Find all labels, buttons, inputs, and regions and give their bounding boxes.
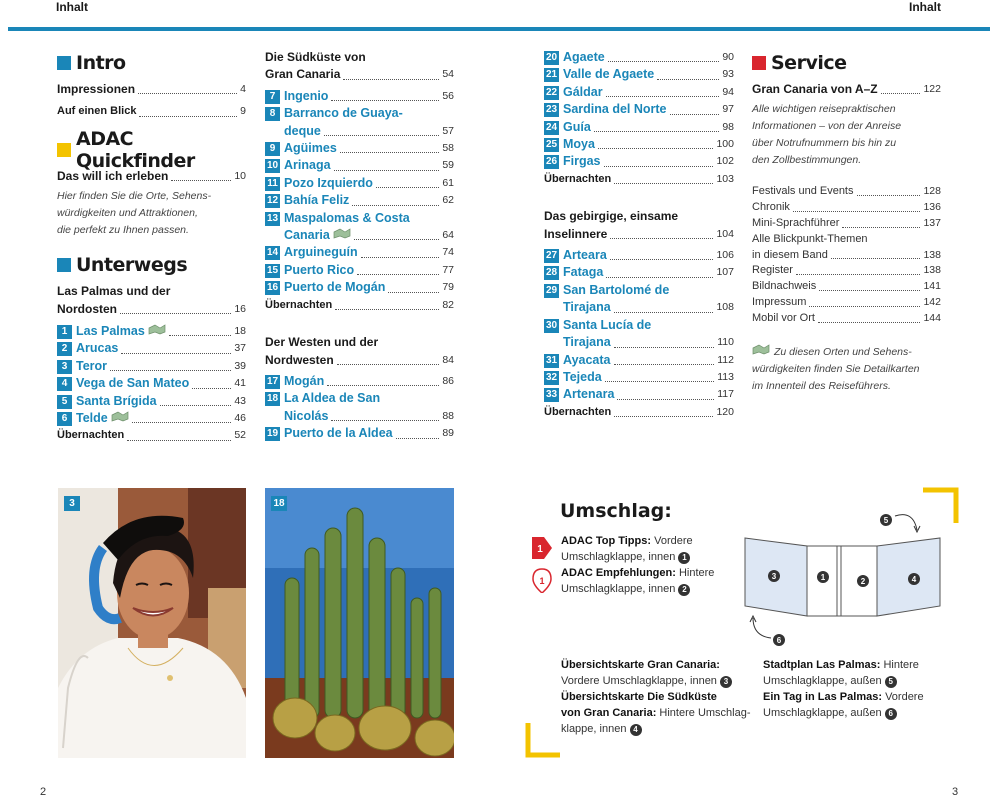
cover-number-icon: 5 bbox=[885, 676, 897, 688]
service-description: Alle wichtigen reisepraktischen Informationen – von der Anreise über Notrufnummern bis hin zu den Zollbestimmungen. bbox=[752, 103, 902, 167]
yellow-square-icon bbox=[57, 143, 71, 157]
place-entry[interactable]: 1 Las Palmas 18 bbox=[57, 323, 246, 340]
toc-entry[interactable]: Chronik 136 bbox=[752, 201, 941, 214]
photo-cactus bbox=[265, 488, 454, 758]
toc-entry[interactable]: Gran Canaria 54 bbox=[265, 67, 454, 82]
region-heading: Der Westen und der bbox=[265, 335, 379, 350]
place-entry[interactable]: 30 Santa Lucía de bbox=[545, 317, 652, 332]
place-entry[interactable]: 10 Arinaga 59 bbox=[266, 158, 454, 173]
cover-diagram-number: 1 bbox=[820, 573, 826, 582]
place-entry-cont[interactable]: Canaria 64 bbox=[284, 228, 454, 243]
place-entry[interactable]: 32 Tejeda 113 bbox=[545, 369, 734, 384]
cover-number-icon: 1 bbox=[678, 552, 690, 564]
place-entry[interactable]: 31 Ayacata 112 bbox=[545, 352, 734, 367]
toc-column-1 bbox=[57, 51, 246, 445]
umschlag-title: Umschlag: bbox=[560, 500, 672, 522]
place-entry[interactable]: 12 Bahía Feliz 62 bbox=[266, 193, 454, 208]
toc-entry[interactable]: Übernachten 120 bbox=[544, 405, 734, 418]
photo-number-badge: 18 bbox=[271, 496, 287, 511]
place-entry[interactable]: 6 Telde 46 bbox=[57, 410, 246, 427]
intro-heading: Intro bbox=[57, 51, 246, 75]
cover-diagram-number: 6 bbox=[776, 636, 782, 645]
place-entry[interactable]: 33 Artenara 117 bbox=[545, 387, 734, 402]
place-entry[interactable]: 7 Ingenio 56 bbox=[265, 88, 454, 105]
toc-entry[interactable]: Alle Blickpunkt-Themen bbox=[752, 232, 868, 245]
service-heading: Service bbox=[752, 51, 941, 75]
place-entry[interactable]: 23 Sardina del Norte 97 bbox=[545, 102, 734, 117]
cover-number-icon: 4 bbox=[630, 724, 642, 736]
top-tipp-badges bbox=[530, 533, 556, 593]
place-entry[interactable]: 22 Gáldar 94 bbox=[545, 84, 734, 99]
place-entry[interactable]: 5 Santa Brígida 43 bbox=[57, 393, 246, 410]
cover-diagram-number: 5 bbox=[883, 516, 889, 525]
detail-map-icon bbox=[148, 324, 166, 335]
cover-diagram-number: 4 bbox=[911, 575, 917, 584]
place-entry[interactable]: 26 Firgas 102 bbox=[545, 154, 734, 169]
place-entry[interactable]: 27 Arteara 106 bbox=[545, 248, 734, 263]
cover-diagram bbox=[735, 486, 965, 651]
place-entry[interactable]: 3 Teror 39 bbox=[57, 358, 246, 375]
toc-entry[interactable]: Nordwesten 84 bbox=[265, 352, 454, 367]
region-heading: Las Palmas und der bbox=[57, 284, 171, 299]
page-number-left: 2 bbox=[40, 786, 47, 798]
place-entry[interactable]: 29 San Bartolomé de bbox=[545, 282, 670, 297]
place-entry[interactable]: 14 Arguineguín 74 bbox=[266, 245, 454, 260]
yellow-corner-mark bbox=[923, 490, 956, 523]
cover-diagram-number: 3 bbox=[771, 572, 777, 581]
toc-entry[interactable]: Gran Canaria von A–Z 122 bbox=[752, 82, 941, 96]
toc-entry[interactable]: Bildnachweis 141 bbox=[752, 280, 941, 293]
toc-entry[interactable]: Mobil vor Ort 144 bbox=[752, 311, 941, 324]
blue-square-icon bbox=[57, 56, 71, 70]
place-entry[interactable]: 2 Arucas 37 bbox=[57, 340, 246, 357]
detail-map-icon bbox=[111, 411, 129, 422]
toc-entry[interactable]: Register 138 bbox=[752, 264, 941, 277]
place-entry-cont[interactable]: Nicolás 88 bbox=[284, 408, 454, 423]
place-entry-cont[interactable]: Tirajana 108 bbox=[563, 300, 734, 315]
map-note: Zu diesen Orten und Sehens- würdigkeiten finden Sie Detailkarten im Innenteil des Reiseführers. bbox=[752, 345, 920, 392]
place-entry[interactable]: 24 Guía 98 bbox=[545, 119, 734, 134]
header-right: Inhalt bbox=[909, 0, 941, 14]
top-tipps-text: ADAC Top Tipps: Vordere Umschlagklappe, innen 1 ADAC Empfehlungen: Hintere Umschlagklappe, innen 2 bbox=[561, 535, 715, 595]
toc-entry[interactable]: Übernachten 82 bbox=[265, 298, 454, 311]
place-entry[interactable]: 15 Puerto Rico 77 bbox=[266, 262, 454, 277]
toc-entry[interactable]: Mini-Sprachführer 137 bbox=[752, 217, 941, 229]
toc-entry[interactable]: Auf einen Blick 9 bbox=[57, 105, 246, 118]
blue-square-icon bbox=[57, 258, 71, 272]
place-entry[interactable]: 8 Barranco de Guaya- bbox=[265, 105, 454, 122]
place-entry-cont[interactable]: Tirajana 110 bbox=[563, 335, 734, 350]
top-tipp-badge-number: 1 bbox=[537, 544, 543, 555]
place-entry[interactable]: 19 Puerto de la Aldea 89 bbox=[266, 426, 454, 441]
quickfinder-heading: ADAC Quickfinder bbox=[57, 138, 246, 162]
photo-number-badge: 3 bbox=[64, 496, 80, 511]
place-entry[interactable]: 28 Fataga 107 bbox=[545, 265, 734, 280]
yellow-corner-mark-left bbox=[525, 720, 565, 760]
toc-entry[interactable]: Festivals und Events 128 bbox=[752, 185, 941, 198]
detail-map-icon bbox=[752, 344, 770, 355]
cover-diagram-number: 2 bbox=[860, 577, 866, 586]
empfehlung-badge-number: 1 bbox=[539, 576, 545, 586]
cover-number-icon: 6 bbox=[885, 708, 897, 720]
place-entry[interactable]: 16 Puerto de Mogán 79 bbox=[266, 280, 454, 295]
toc-entry[interactable]: Das will ich erleben 10 bbox=[57, 168, 246, 183]
toc-column-3 bbox=[544, 49, 734, 421]
service-list bbox=[752, 184, 941, 326]
place-entry[interactable]: 25 Moya 100 bbox=[545, 137, 734, 152]
place-entry[interactable]: 9 Agüimes 58 bbox=[265, 140, 454, 157]
woman-illustration bbox=[58, 488, 246, 758]
toc-entry[interactable]: Nordosten 16 bbox=[57, 301, 246, 316]
toc-entry[interactable]: Impressionen 4 bbox=[57, 82, 246, 96]
photo-woman bbox=[58, 488, 246, 758]
toc-entry[interactable]: Impressum 142 bbox=[752, 295, 941, 308]
red-square-icon bbox=[752, 56, 766, 70]
header-left: Inhalt bbox=[56, 0, 88, 14]
place-entry[interactable]: 13 Maspalomas & Costa bbox=[266, 210, 410, 225]
place-entry[interactable]: 17 Mogán 86 bbox=[266, 373, 454, 388]
place-entry[interactable]: 11 Pozo Izquierdo 61 bbox=[265, 175, 454, 192]
unterwegs-heading: Unterwegs bbox=[57, 253, 246, 277]
header-rule bbox=[8, 27, 990, 31]
place-entry[interactable]: 21 Valle de Agaete 93 bbox=[545, 67, 734, 82]
detail-map-icon bbox=[333, 228, 351, 239]
place-entry[interactable]: 20 Agaete 90 bbox=[545, 50, 734, 64]
place-entry[interactable]: 18 La Aldea de San bbox=[266, 391, 381, 406]
toc-entry[interactable]: Inselinnere 104 bbox=[544, 226, 734, 241]
region-heading: Die Südküste von bbox=[265, 50, 366, 64]
toc-entry[interactable]: in diesem Band 138 bbox=[752, 248, 941, 261]
cover-number-icon: 2 bbox=[678, 584, 690, 596]
cactus-illustration bbox=[265, 488, 454, 758]
quickfinder-description: Hier finden Sie die Orte, Sehens- würdigkeiten und Attraktionen, die perfekt zu Ihnen passen. bbox=[57, 190, 212, 237]
toc-entry[interactable]: Übernachten 103 bbox=[544, 172, 734, 185]
page-number-right: 3 bbox=[952, 786, 959, 798]
place-entry-cont[interactable]: deque 57 bbox=[284, 123, 454, 138]
toc-column-2 bbox=[265, 49, 454, 443]
overview-maps-text: Übersichtskarte Gran Canaria: Vordere Umschlagklappe, innen 3 Übersichtskarte Die Südküste von Gran Canaria: Hintere Umschlag- klappe, innen 4 bbox=[561, 659, 751, 735]
toc-column-service bbox=[752, 51, 941, 395]
toc-entry[interactable]: Übernachten 52 bbox=[57, 429, 246, 442]
city-maps-text: Stadtplan Las Palmas: Hintere Umschlagklappe, außen 5 Ein Tag in Las Palmas: Vordere Umschlagklappe, außen 6 bbox=[763, 659, 924, 719]
place-entry[interactable]: 4 Vega de San Mateo 41 bbox=[57, 375, 246, 392]
cover-number-icon: 3 bbox=[720, 676, 732, 688]
region-heading: Das gebirgige, einsame bbox=[544, 209, 679, 224]
